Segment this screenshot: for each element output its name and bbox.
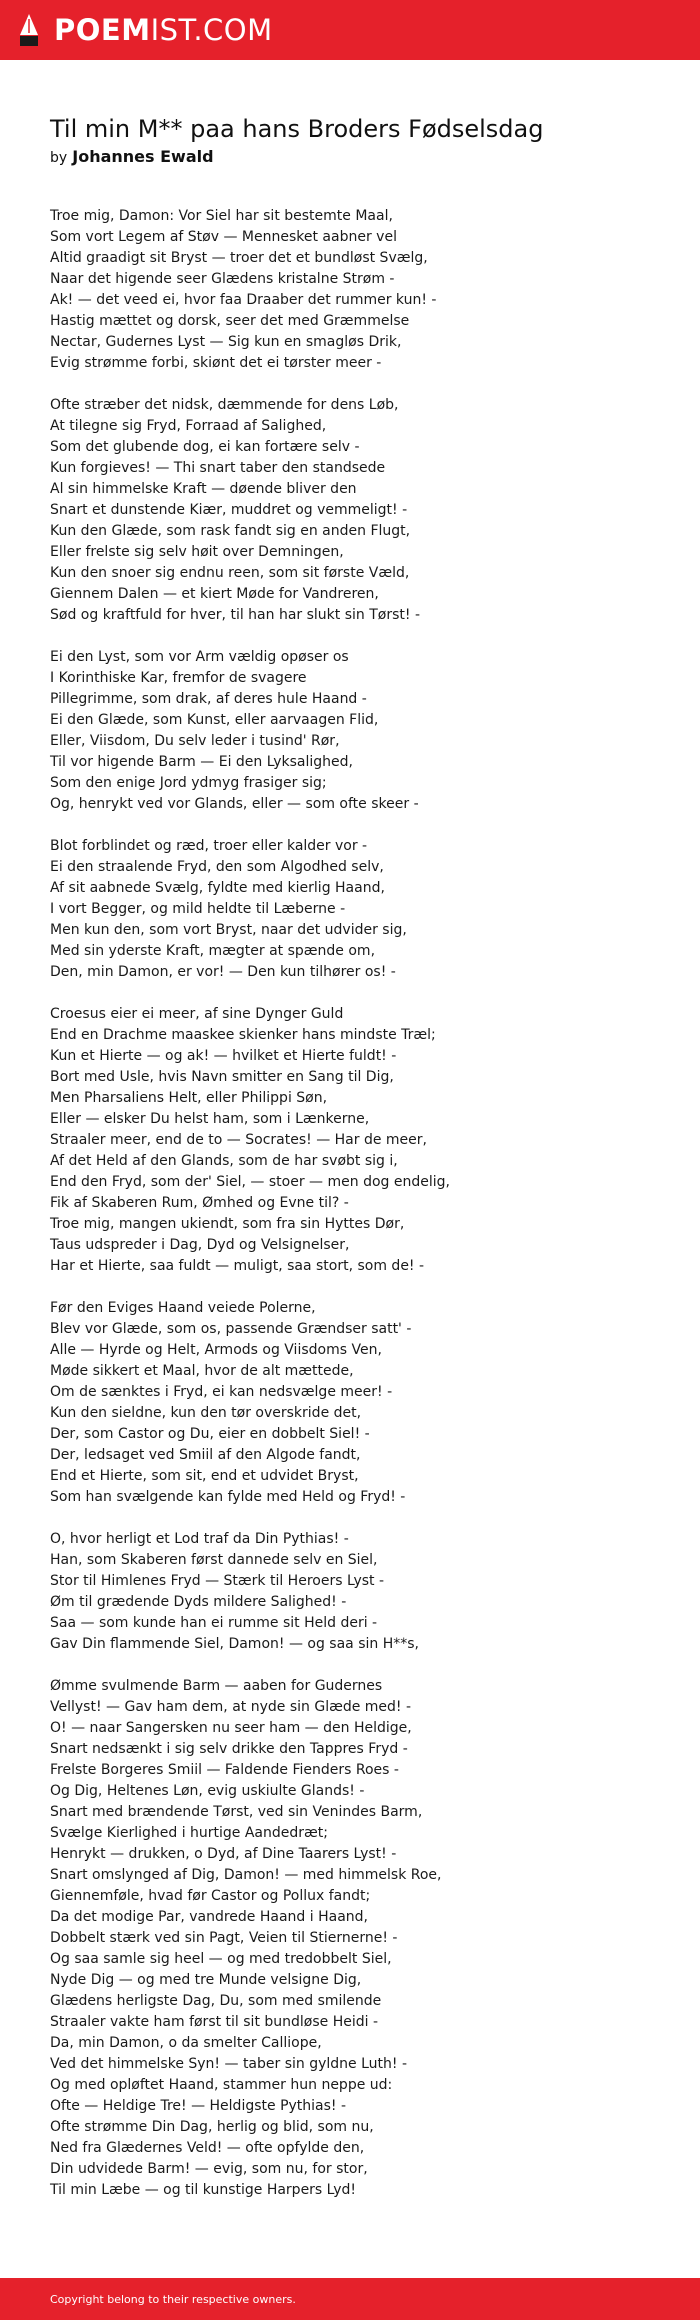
poem-line: Har et Hierte, saa fuldt — muligt, saa stort, som de! - — [50, 1258, 425, 1274]
stanza — [50, 1676, 670, 2201]
poem-line: Frelste Borgeres Smiil — Faldende Fienders Roes - — [50, 1762, 399, 1778]
poem-line: Eller — elsker Du helst ham, som i Lænkerne, — [50, 1111, 370, 1127]
poem-line: Øm til grædende Dyds mildere Salighed! - — [50, 1594, 347, 1610]
poem-line: Naar det higende seer Glædens kristalne Strøm - — [50, 271, 395, 287]
poem-line: Taus udspreder i Dag, Dyd og Velsignelser, — [50, 1237, 350, 1253]
stanza — [50, 1298, 670, 1508]
poem-line: I vort Begger, og mild heldte til Læberne - — [50, 901, 346, 917]
logo-text — [54, 12, 273, 47]
poem-line: Snart omslynged af Dig, Damon! — med himmelsk Roe, — [50, 1867, 442, 1883]
poem-line: Ei den Glæde, som Kunst, eller aarvaagen Flid, — [50, 712, 379, 728]
poem-line: Ned fra Glædernes Veld! — ofte opfylde den, — [50, 2140, 365, 2156]
poem-line: Af det Held af den Glands, som de har svøbt sig i, — [50, 1153, 398, 1169]
poem-line: Han, som Skaberen først dannede selv en Siel, — [50, 1552, 378, 1568]
poem-line: Kun den sieldne, kun den tør overskride det, — [50, 1405, 362, 1421]
poem-line: Til vor higende Barm — Ei den Lyksalighed, — [50, 754, 354, 770]
main-content — [50, 60, 670, 2222]
poem-line: Kun et Hierte — og ak! — hvilket et Hierte fuldt! - — [50, 1048, 397, 1064]
poem-line: Snart nedsænkt i sig selv drikke den Tappres Fryd - — [50, 1741, 408, 1757]
poem-line: Din udvidede Barm! — evig, som nu, for stor, — [50, 2161, 368, 2177]
copyright-text: Copyright belong to their respective owners. — [50, 2292, 296, 2306]
poem-line: Svælge Kierlighed i hurtige Aandedræt; — [50, 1825, 328, 1841]
poem-line: Som vort Legem af Støv — Mennesket aabner vel — [50, 229, 397, 245]
poem-line: Om de sænktes i Fryd, ei kan nedsvælge meer! - — [50, 1384, 393, 1400]
poem-line: Troe mig, Damon: Vor Siel har sit bestemte Maal, — [50, 208, 393, 224]
poem-line: Blev vor Glæde, som os, passende Grændser satt' - — [50, 1321, 412, 1337]
byline — [50, 147, 670, 168]
poem-line: Ofte stræber det nidsk, dæmmende for dens Løb, — [50, 397, 399, 413]
poem-line: Snart et dunstende Kiær, muddret og vemmeligt! - — [50, 502, 408, 518]
poem-line: Altid graadigt sit Bryst — troer det et bundløst Svælg, — [50, 250, 428, 266]
poem-line: Men kun den, som vort Bryst, naar det udvider sig, — [50, 922, 407, 938]
stanza — [50, 1529, 670, 1655]
poem-line: Hastig mættet og dorsk, seer det med Græmmelse — [50, 313, 410, 329]
poem-line: Ei den straalende Fryd, den som Algodhed selv, — [50, 859, 384, 875]
poem-line: Ømme svulmende Barm — aaben for Gudernes — [50, 1678, 383, 1694]
poem-line: Glædens herligste Dag, Du, som med smilende — [50, 1993, 382, 2009]
poem-line: Fik af Skaberen Rum, Ømhed og Evne til? - — [50, 1195, 349, 1211]
poem-line: Og saa samle sig heel — og med tredobbelt Siel, — [50, 1951, 392, 1967]
poem-line: O, hvor herligt et Lod traf da Din Pythias! - — [50, 1531, 349, 1547]
poem-line: Af sit aabnede Svælg, fyldte med kierlig Haand, — [50, 880, 385, 896]
poem-line: Straaler meer, end de to — Socrates! — Har de meer, — [50, 1132, 427, 1148]
poem-line: Der, som Castor og Du, eier en dobbelt Siel! - — [50, 1426, 370, 1442]
poem-line: I Korinthiske Kar, fremfor de svagere — [50, 670, 307, 686]
stanza — [50, 1004, 670, 1277]
poem-line: Ofte — Heldige Tre! — Heldigste Pythias! - — [50, 2098, 347, 2114]
poem-line: Al sin himmelske Kraft — døende bliver den — [50, 481, 357, 497]
poem-line: Og Dig, Heltenes Løn, evig uskiulte Glands! - — [50, 1783, 365, 1799]
poem-line: Der, ledsaget ved Smiil af den Algode fandt, — [50, 1447, 361, 1463]
poem-line: Til min Læbe — og til kunstige Harpers Lyd! — [50, 2182, 356, 2198]
poem-line: Troe mig, mangen ukiendt, som fra sin Hyttes Dør, — [50, 1216, 405, 1232]
poem-line: Pillegrimme, som drak, af deres hule Haand - — [50, 691, 367, 707]
byline-prefix: by — [50, 150, 68, 166]
poem-line: Men Pharsaliens Helt, eller Philippi Søn, — [50, 1090, 328, 1106]
poem-line: Vellyst! — Gav ham dem, at nyde sin Glæde med! - — [50, 1699, 412, 1715]
poem-line: Stor til Himlenes Fryd — Stærk til Heroers Lyst - — [50, 1573, 385, 1589]
poem-line: End en Drachme maaskee skienker hans mindste Træl; — [50, 1027, 436, 1043]
poem-line: Kun den Glæde, som rask fandt sig en anden Flugt, — [50, 523, 411, 539]
poem-line: Og, henrykt ved vor Glands, eller — som ofte skeer - — [50, 796, 419, 812]
logo-text-bold: POEM — [54, 12, 151, 47]
stanza — [50, 206, 670, 374]
poem-line: Straaler vakte ham først til sit bundløse Heidi - — [50, 2014, 379, 2030]
poem-line: Nyde Dig — og med tre Munde velsigne Dig, — [50, 1972, 362, 1988]
poem-line: Og med opløftet Haand, stammer hun neppe ud: — [50, 2077, 393, 2093]
stanza — [50, 647, 670, 815]
logo-text-light: IST.COM — [150, 12, 273, 47]
poem-line: Ved det himmelske Syn! — taber sin gyldne Luth! - — [50, 2056, 408, 2072]
poem-line: Snart med brændende Tørst, ved sin Venindes Barm, — [50, 1804, 423, 1820]
poem-title: Til min M** paa hans Broders Fødselsdag — [50, 115, 544, 143]
poem-line: Den, min Damon, er vor! — Den kun tilhører os! - — [50, 964, 396, 980]
poem-line: O! — naar Sangersken nu seer ham — den Heldige, — [50, 1720, 412, 1736]
poem-line: Ofte strømme Din Dag, herlig og blid, som nu, — [50, 2119, 374, 2135]
site-logo[interactable] — [18, 13, 273, 47]
site-header — [0, 0, 700, 60]
stanza — [50, 395, 670, 626]
poem-line: Sød og kraftfuld for hver, til han har slukt sin Tørst! - — [50, 607, 420, 623]
poem-line: Croesus eier ei meer, af sine Dynger Guld — [50, 1006, 344, 1022]
poem-line: Da det modige Par, vandrede Haand i Haand, — [50, 1909, 368, 1925]
quill-pen-icon — [18, 13, 40, 47]
poem-line: At tilegne sig Fryd, Forraad af Salighed, — [50, 418, 327, 434]
poem-line: Før den Eviges Haand veiede Polerne, — [50, 1300, 316, 1316]
poem-line: Giennemføle, hvad før Castor og Pollux fandt; — [50, 1888, 371, 1904]
poem-line: Gav Din flammende Siel, Damon! — og saa sin H**s, — [50, 1636, 419, 1652]
poem-line: Eller, Viisdom, Du selv leder i tusind' Rør, — [50, 733, 340, 749]
poem-line: Nectar, Gudernes Lyst — Sig kun en smagløs Drik, — [50, 334, 402, 350]
poem-line: Ak! — det veed ei, hvor faa Draaber det rummer kun! - — [50, 292, 437, 308]
poem-line: End et Hierte, som sit, end et udvidet Bryst, — [50, 1468, 359, 1484]
poem-line: Saa — som kunde han ei rumme sit Held deri - — [50, 1615, 378, 1631]
poem-line: Møde sikkert et Maal, hvor de alt mættede, — [50, 1363, 354, 1379]
poem-line: Evig strømme forbi, skiønt det ei tørster meer - — [50, 355, 382, 371]
poem-line: Kun den snoer sig endnu reen, som sit første Væld, — [50, 565, 410, 581]
poem-line: End den Fryd, som der' Siel, — stoer — men dog endelig, — [50, 1174, 450, 1190]
poem-line: Dobbelt stærk ved sin Pagt, Veien til Stiernerne! - — [50, 1930, 398, 1946]
poem-line: Da, min Damon, o da smelter Calliope, — [50, 2035, 322, 2051]
poem-line: Kun forgieves! — Thi snart taber den standsede — [50, 460, 386, 476]
poem-line: Henrykt — drukken, o Dyd, af Dine Taarers Lyst! - — [50, 1846, 397, 1862]
poem-line: Med sin yderste Kraft, mægter at spænde om, — [50, 943, 376, 959]
author-link[interactable]: Johannes Ewald — [72, 147, 214, 166]
site-footer — [0, 2278, 700, 2320]
poem-line: Bort med Usle, hvis Navn smitter en Sang til Dig, — [50, 1069, 394, 1085]
poem-line: Som han svælgende kan fylde med Held og Fryd! - — [50, 1489, 406, 1505]
poem-line: Giennem Dalen — et kiert Møde for Vandreren, — [50, 586, 379, 602]
poem-line: Ei den Lyst, som vor Arm vældig opøser os — [50, 649, 349, 665]
poem-body — [50, 206, 670, 2201]
poem-line: Som den enige Jord ydmyg frasiger sig; — [50, 775, 327, 791]
poem-line: Blot forblindet og ræd, troer eller kalder vor - — [50, 838, 368, 854]
poem-line: Eller frelste sig selv høit over Demningen, — [50, 544, 344, 560]
poem-line: Som det glubende dog, ei kan fortære selv - — [50, 439, 360, 455]
stanza — [50, 836, 670, 983]
poem-line: Alle — Hyrde og Helt, Armods og Viisdoms Ven, — [50, 1342, 382, 1358]
